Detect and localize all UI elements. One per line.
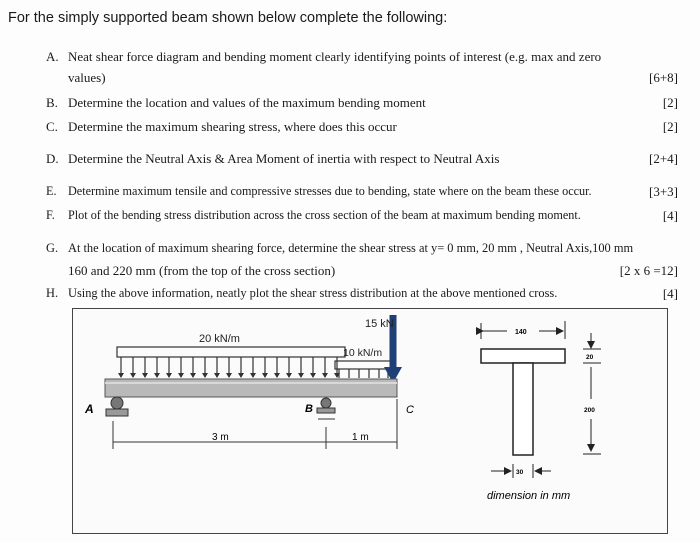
flange-thickness-label: 20 — [586, 354, 594, 361]
question-a-line2: values) — [68, 70, 106, 85]
question-letter: C. — [46, 119, 58, 134]
span-bc-label: 1 m — [352, 432, 369, 443]
question-text: At the location of maximum shearing force, determine the shear stress at y= 0 mm, 20 mm , Neutral Axis,100 mm — [68, 241, 634, 255]
question-d — [46, 151, 499, 166]
question-c — [46, 119, 397, 134]
point-load-label: 15 kN — [365, 318, 394, 330]
web-height-label: 200 — [584, 407, 595, 414]
question-e — [46, 184, 592, 199]
question-b-marks: [2] — [662, 95, 678, 110]
question-b — [46, 95, 426, 110]
question-g-line2: 160 and 220 mm (from the top of the cross section) — [68, 263, 336, 278]
question-text: Determine maximum tensile and compressive stresses due to bending, state where on the beam these occur. — [68, 184, 592, 198]
label-c: C — [406, 404, 414, 416]
label-b: B — [305, 403, 313, 415]
question-h-marks: [4] — [662, 286, 678, 301]
question-text: Determine the Neutral Axis & Area Moment of inertia with respect to Neutral Axis — [68, 151, 500, 166]
udl-right-label: 10 kN/m — [343, 347, 383, 359]
question-letter: D. — [46, 151, 59, 166]
beam-figure — [72, 308, 668, 534]
flange-width-label: 140 — [515, 329, 527, 336]
question-letter: B. — [46, 95, 58, 110]
question-g — [46, 241, 633, 256]
question-letter: A. — [46, 49, 59, 64]
figure-caption: dimension in mm — [487, 490, 571, 502]
question-letter: F. — [46, 208, 55, 222]
question-g-marks: [2 x 6 =12] — [619, 263, 678, 278]
question-letter: H. — [46, 286, 59, 300]
web-thickness-label: 30 — [516, 469, 524, 476]
question-c-marks: [2] — [662, 119, 678, 134]
question-f — [46, 208, 581, 223]
label-a: A — [85, 402, 94, 416]
question-text: Using the above information, neatly plot the shear stress distribution at the above mentioned cross. — [68, 286, 558, 300]
question-letter: E. — [46, 184, 57, 198]
question-letter: G. — [46, 241, 59, 255]
question-text: Plot of the bending stress distribution across the cross section of the beam at maximum bending moment. — [68, 208, 581, 222]
support-a — [106, 397, 128, 416]
question-text: Neat shear force diagram and bending moment clearly identifying points of interest (e.g. max and zero — [68, 49, 602, 64]
udl-right — [335, 361, 391, 378]
question-d-marks: [2+4] — [649, 151, 678, 166]
udl-left — [117, 347, 345, 378]
question-text: Determine the maximum shearing stress, where does this occur — [68, 119, 397, 134]
udl-left-label: 20 kN/m — [199, 333, 240, 345]
question-a — [46, 49, 601, 64]
support-b — [317, 398, 335, 419]
question-e-marks: [3+3] — [649, 184, 678, 199]
question-h — [46, 286, 557, 301]
beam-diagram — [73, 309, 667, 533]
question-text: Determine the location and values of the maximum bending moment — [68, 95, 426, 110]
question-f-marks: [4] — [662, 208, 678, 223]
span-ab-label: 3 m — [212, 432, 229, 443]
beam — [105, 379, 397, 397]
t-section — [481, 349, 565, 455]
question-a-marks: [6+8] — [649, 70, 678, 85]
page-title: For the simply supported beam shown below complete the following: — [8, 10, 448, 26]
